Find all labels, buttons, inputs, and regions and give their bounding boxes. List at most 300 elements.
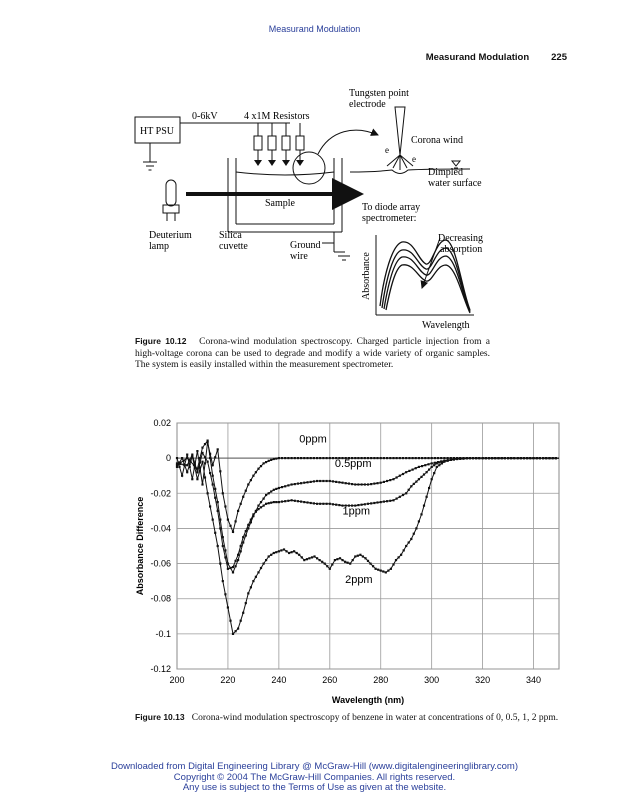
data-point <box>386 480 388 482</box>
data-point <box>306 501 308 503</box>
data-point <box>252 580 254 582</box>
data-point <box>392 563 394 565</box>
data-point <box>310 481 312 483</box>
data-point <box>426 496 428 498</box>
data-point <box>485 457 487 459</box>
data-point <box>242 612 244 614</box>
y-tick-label: -0.04 <box>150 523 171 534</box>
data-point <box>478 457 480 459</box>
data-point <box>300 482 302 484</box>
lamp-label-line1: Deuterium <box>149 230 192 241</box>
data-point <box>370 502 372 504</box>
corona-wind-rays <box>387 155 413 170</box>
data-point <box>201 461 203 463</box>
footer-terms-line: Any use is subject to the Terms of Use as given at the website. <box>182 782 447 793</box>
y-tick-label: 0 <box>165 453 171 464</box>
data-point <box>367 560 369 562</box>
data-point <box>352 559 354 561</box>
data-point <box>427 463 429 465</box>
data-point <box>376 501 378 503</box>
data-point <box>380 457 382 459</box>
data-point <box>284 500 286 502</box>
data-point <box>322 457 324 459</box>
data-point <box>539 457 541 459</box>
data-point <box>504 457 506 459</box>
data-point <box>402 473 404 475</box>
data-point <box>293 550 295 552</box>
data-point <box>329 568 331 570</box>
data-point <box>336 558 338 560</box>
data-point <box>229 620 231 622</box>
running-header <box>426 52 567 63</box>
lamp-label-line2: lamp <box>149 241 169 252</box>
data-point <box>428 469 430 471</box>
data-point <box>437 457 439 459</box>
data-point <box>196 471 198 473</box>
data-point <box>306 558 308 560</box>
data-point <box>303 457 305 459</box>
data-point <box>186 471 188 473</box>
data-point <box>199 461 201 463</box>
data-point <box>194 467 196 469</box>
data-point <box>214 488 216 490</box>
data-point <box>376 482 378 484</box>
chart-y-axis-title: Absorbance Difference <box>135 496 145 596</box>
dimpled-label-line1: Dimpled <box>428 167 463 178</box>
data-point <box>408 489 410 491</box>
data-point <box>209 472 211 474</box>
data-point <box>252 475 254 477</box>
data-point <box>224 505 226 507</box>
data-point <box>377 569 379 571</box>
decreasing-label-line2: absorption <box>440 244 483 255</box>
data-point <box>278 457 280 459</box>
data-point <box>383 457 385 459</box>
data-point <box>431 462 433 464</box>
data-point <box>255 576 257 578</box>
data-point <box>294 457 296 459</box>
data-point <box>334 559 336 561</box>
data-point <box>386 500 388 502</box>
data-point <box>344 561 346 563</box>
data-point <box>420 476 422 478</box>
figure-10-13-caption <box>135 712 567 725</box>
resistors-label: 4 x1M Resistors <box>244 111 310 122</box>
data-point <box>235 630 237 632</box>
to-diode-label-line1: To diode array <box>362 202 421 213</box>
data-point <box>257 505 259 507</box>
data-point <box>545 457 547 459</box>
data-point <box>421 465 423 467</box>
data-point <box>392 457 394 459</box>
running-title: Measurand Modulation <box>425 52 530 63</box>
data-point <box>212 464 214 466</box>
data-point <box>548 457 550 459</box>
data-point <box>410 538 412 540</box>
data-point <box>189 463 191 465</box>
data-point <box>349 563 351 565</box>
x-tick-label: 280 <box>373 675 389 685</box>
dimpled-label-line2: water surface <box>428 178 482 189</box>
y-tick-label: -0.12 <box>150 664 171 674</box>
data-point <box>396 476 398 478</box>
data-point <box>536 457 538 459</box>
data-point <box>354 483 356 485</box>
data-point <box>229 567 231 569</box>
data-point <box>443 457 445 459</box>
data-point <box>332 503 334 505</box>
data-point <box>399 457 401 459</box>
voltage-label: 0-6kV <box>192 111 218 122</box>
data-point <box>250 479 252 481</box>
data-point <box>222 545 224 547</box>
data-point <box>329 480 331 482</box>
data-point <box>237 510 239 512</box>
data-point <box>287 500 289 502</box>
data-point <box>237 559 239 561</box>
data-point <box>270 554 272 556</box>
data-point <box>186 464 188 466</box>
data-point <box>408 470 410 472</box>
data-point <box>199 469 201 471</box>
footer <box>0 762 629 794</box>
data-point <box>313 555 315 557</box>
data-point <box>399 496 401 498</box>
data-point <box>375 568 377 570</box>
data-point <box>217 510 219 512</box>
data-point <box>410 485 412 487</box>
data-point <box>415 527 417 529</box>
data-point <box>405 457 407 459</box>
electrode-label-line1: Tungsten point <box>349 88 409 99</box>
data-point <box>364 483 366 485</box>
data-point <box>240 620 242 622</box>
data-point <box>400 554 402 556</box>
data-point <box>257 571 259 573</box>
data-point <box>219 563 221 565</box>
data-point <box>370 483 372 485</box>
data-point <box>310 457 312 459</box>
electrode-label-line2: electrode <box>349 99 386 110</box>
data-point <box>250 586 252 588</box>
data-point <box>423 505 425 507</box>
cuvette-label-line1: Silica <box>219 230 242 241</box>
figure-10-12-caption <box>135 336 490 372</box>
data-point <box>389 457 391 459</box>
y-tick-label: -0.08 <box>150 593 171 604</box>
data-point <box>232 566 234 568</box>
data-point <box>265 494 267 496</box>
data-point <box>469 457 471 459</box>
data-point <box>303 482 305 484</box>
data-point <box>389 500 391 502</box>
absorbance-axis-label: Absorbance <box>361 252 372 300</box>
data-point <box>398 556 400 558</box>
data-point <box>281 486 283 488</box>
data-point <box>450 459 452 461</box>
data-point <box>245 602 247 604</box>
data-point <box>217 448 219 450</box>
data-point <box>311 556 313 558</box>
data-point <box>178 466 180 468</box>
data-point <box>456 457 458 459</box>
psu-label: HT PSU <box>140 126 174 137</box>
data-point <box>201 483 203 485</box>
data-point <box>263 462 265 464</box>
data-point <box>341 482 343 484</box>
data-point <box>357 555 359 557</box>
data-point <box>204 443 206 445</box>
data-point <box>357 483 359 485</box>
data-point <box>287 484 289 486</box>
data-point <box>308 557 310 559</box>
data-point <box>382 570 384 572</box>
data-point <box>433 464 435 466</box>
electron-label-2: e <box>412 154 416 164</box>
data-point <box>443 461 445 463</box>
y-tick-label: -0.1 <box>155 628 171 639</box>
data-point <box>415 481 417 483</box>
data-point <box>329 503 331 505</box>
data-point <box>436 462 438 464</box>
data-point <box>212 475 214 477</box>
data-point <box>447 460 449 462</box>
x-tick-label: 200 <box>169 675 185 685</box>
data-point <box>260 506 262 508</box>
data-point <box>273 489 275 491</box>
sample-label: Sample <box>265 198 295 209</box>
data-point <box>331 563 333 565</box>
data-point <box>196 478 198 480</box>
data-point <box>329 457 331 459</box>
magnified-tip-circle <box>293 152 325 184</box>
data-point <box>275 551 277 553</box>
data-point <box>380 482 382 484</box>
data-point <box>291 499 293 501</box>
data-point <box>387 570 389 572</box>
data-point <box>319 559 321 561</box>
data-point <box>395 559 397 561</box>
series-label-0ppm: 0ppm <box>299 433 327 446</box>
data-point <box>303 501 305 503</box>
data-point <box>482 457 484 459</box>
data-point <box>433 472 435 474</box>
data-point <box>301 556 303 558</box>
data-point <box>294 500 296 502</box>
data-point <box>273 552 275 554</box>
data-point <box>319 457 321 459</box>
data-point <box>438 464 440 466</box>
data-point <box>434 457 436 459</box>
data-point <box>242 496 244 498</box>
data-point <box>284 485 286 487</box>
data-point <box>235 560 237 562</box>
data-point <box>517 457 519 459</box>
data-point <box>418 457 420 459</box>
data-point <box>291 457 293 459</box>
figure-10-13-label: Figure 10.13 <box>135 712 185 722</box>
data-point <box>399 475 401 477</box>
series-label-1ppm: 1ppm <box>342 505 371 518</box>
data-point <box>176 462 178 464</box>
data-point <box>510 457 512 459</box>
data-point <box>339 557 341 559</box>
data-point <box>303 559 305 561</box>
x-tick-label: 320 <box>475 675 491 685</box>
data-point <box>428 487 430 489</box>
data-point <box>424 457 426 459</box>
data-point <box>176 466 178 468</box>
tungsten-electrode-icon <box>395 107 405 155</box>
series-label-2ppm: 2ppm <box>345 573 373 586</box>
data-point <box>235 520 237 522</box>
data-point <box>386 457 388 459</box>
data-point <box>224 549 226 551</box>
data-point <box>306 457 308 459</box>
data-point <box>383 501 385 503</box>
data-point <box>207 492 209 494</box>
data-point <box>212 483 214 485</box>
data-point <box>204 456 206 458</box>
data-point <box>298 554 300 556</box>
data-point <box>224 593 226 595</box>
data-point <box>245 530 247 532</box>
data-point <box>219 527 221 529</box>
data-point <box>217 501 219 503</box>
data-point <box>247 483 249 485</box>
data-point <box>291 551 293 553</box>
data-point <box>297 500 299 502</box>
chart-x-axis-title: Wavelength (nm) <box>331 695 405 705</box>
data-point <box>447 457 449 459</box>
data-point <box>250 519 252 521</box>
data-point <box>335 504 337 506</box>
data-point <box>275 488 277 490</box>
data-point <box>245 534 247 536</box>
data-point <box>232 633 234 635</box>
data-point <box>214 456 216 458</box>
data-point <box>265 503 267 505</box>
data-point <box>284 457 286 459</box>
data-point <box>488 457 490 459</box>
data-point <box>204 462 206 464</box>
data-point <box>257 508 259 510</box>
data-point <box>247 524 249 526</box>
data-point <box>532 457 534 459</box>
data-point <box>237 554 239 556</box>
data-point <box>275 501 277 503</box>
data-point <box>367 483 369 485</box>
data-point <box>178 461 180 463</box>
data-point <box>332 480 334 482</box>
data-point <box>529 457 531 459</box>
data-point <box>523 457 525 459</box>
data-point <box>227 568 229 570</box>
data-point <box>291 483 293 485</box>
data-point <box>204 476 206 478</box>
data-point <box>413 483 415 485</box>
data-point <box>191 478 193 480</box>
data-point <box>466 457 468 459</box>
data-point <box>552 457 554 459</box>
resistor-array <box>254 123 304 160</box>
data-point <box>240 545 242 547</box>
data-point <box>408 541 410 543</box>
data-point <box>265 559 267 561</box>
data-point <box>491 457 493 459</box>
data-point <box>255 511 257 513</box>
data-point <box>273 501 275 503</box>
data-point <box>214 532 216 534</box>
data-point <box>359 554 361 556</box>
data-point <box>405 492 407 494</box>
data-point <box>209 457 211 459</box>
data-point <box>364 557 366 559</box>
to-diode-label-line2: spectrometer: <box>362 213 417 224</box>
data-point <box>431 466 433 468</box>
data-point <box>321 561 323 563</box>
data-point <box>380 501 382 503</box>
data-point <box>348 483 350 485</box>
data-point <box>263 563 265 565</box>
data-point <box>361 483 363 485</box>
data-point <box>335 481 337 483</box>
data-point <box>297 483 299 485</box>
data-point <box>287 457 289 459</box>
data-point <box>181 457 183 459</box>
data-point <box>347 562 349 564</box>
data-point <box>232 531 234 533</box>
data-point <box>217 545 219 547</box>
data-point <box>453 458 455 460</box>
data-point <box>285 550 287 552</box>
y-tick-label: 0.02 <box>153 418 171 428</box>
ground-label-line2: wire <box>290 251 308 262</box>
data-point <box>288 552 290 554</box>
data-point <box>222 580 224 582</box>
data-point <box>222 492 224 494</box>
data-point <box>412 469 414 471</box>
data-point <box>242 541 244 543</box>
data-point <box>310 502 312 504</box>
data-point <box>207 461 209 463</box>
data-point <box>265 461 267 463</box>
figure-10-12-label: Figure 10.12 <box>135 336 187 346</box>
data-point <box>326 480 328 482</box>
data-point <box>423 473 425 475</box>
data-point <box>283 548 285 550</box>
data-point <box>376 457 378 459</box>
data-point <box>306 481 308 483</box>
data-point <box>294 483 296 485</box>
data-point <box>300 501 302 503</box>
data-point <box>431 457 433 459</box>
data-point <box>459 457 461 459</box>
series-label-0-5ppm: 0.5ppm <box>334 457 372 470</box>
data-point <box>436 466 438 468</box>
data-point <box>438 461 440 463</box>
page-number: 225 <box>551 52 567 63</box>
data-point <box>405 545 407 547</box>
data-point <box>501 457 503 459</box>
data-point <box>415 467 417 469</box>
data-point <box>372 565 374 567</box>
cuvette-label-line2: cuvette <box>219 241 248 252</box>
data-point <box>338 481 340 483</box>
data-point <box>235 565 237 567</box>
data-point <box>281 457 283 459</box>
data-point <box>472 457 474 459</box>
